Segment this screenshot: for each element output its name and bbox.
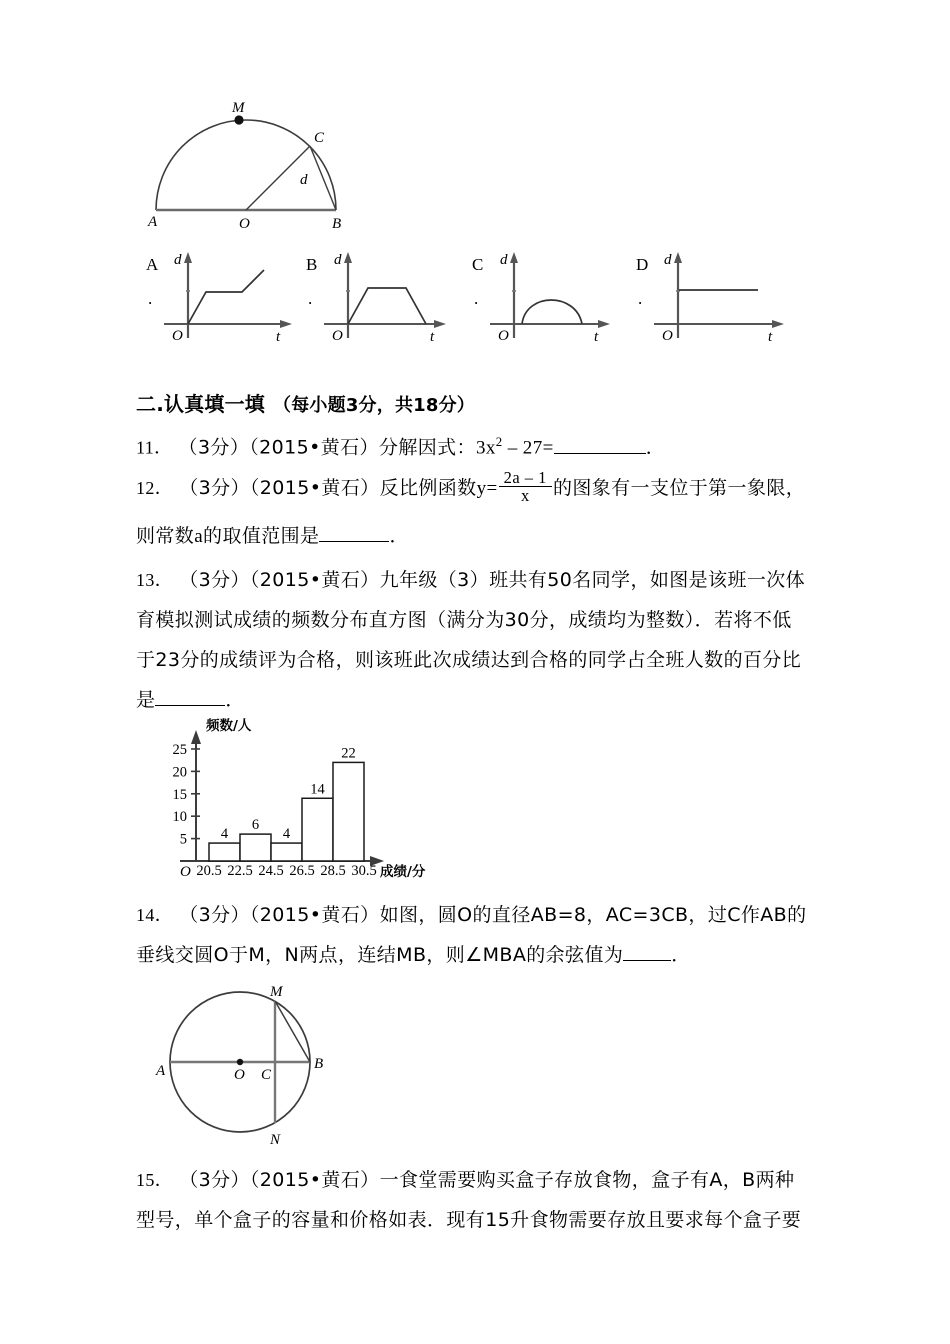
option-d-graph [636,248,796,348]
q12-period: ． [389,525,409,547]
q13-text-line1: 九年级（3）班共有50名同学，如图是该班一次体 [379,569,806,591]
question-14-line1 [136,895,807,936]
question-13-line2 [136,600,792,641]
q15-text-line1: 一食堂需要购买盒子存放食物，盒子有A，B两种 [379,1169,795,1191]
histogram-xtick-24.5: 24.5 [258,863,284,879]
option-c-y-label: d [500,252,508,268]
q12-fraction [499,469,552,505]
q11-points: （3分） [178,436,250,459]
q11-expr-a: 3x [475,437,496,459]
question-14-line2 [136,935,691,976]
q12-line2-prefix: 则常数 [136,525,195,547]
histogram-xlabel: 成绩/分 [380,864,426,880]
question-11 [136,422,665,469]
q13-period: ． [225,689,245,711]
question-12-line1 [136,468,805,509]
histogram-ytick-15: 15 [172,786,187,803]
q11-expr-b: – 27= [502,437,554,459]
q13-source: （2015•黄石） [249,569,380,591]
section-scoring-total: 18 [413,395,439,416]
histogram-bar [302,798,333,861]
section-title: 认真填一填 [164,392,265,416]
option-c-graph [472,248,632,348]
q14-text-line2: 垂线交圆O于M，N两点，连结MB，则∠MBA的余弦值为 [136,944,624,966]
q15-points: （3分） [179,1169,250,1191]
q12-fraction-numerator: 2a – 1 [503,467,547,487]
option-c-dot: . [474,289,479,308]
q13-text-line2: 育模拟测试成绩的频数分布直方图（满分为30分，成绩均为整数）．若将不低 [136,609,792,631]
q12-answer-blank[interactable] [319,541,389,542]
circle-label-b: B [314,1056,324,1072]
label-m: M [232,100,245,116]
frequency-histogram [140,706,440,880]
histogram-xtick-22.5: 22.5 [227,863,253,879]
circle-label-c: C [261,1067,272,1083]
option-b-graph [306,248,466,348]
q14-period: ． [671,944,691,966]
histogram-xtick-28.5: 28.5 [320,863,346,879]
question-13-line1 [136,560,805,601]
q12-points: （3分） [179,477,250,499]
label-b: B [332,216,342,232]
q15-source: （2015•黄石） [249,1169,380,1191]
question-15-line1 [136,1160,794,1201]
q11-period: ． [645,436,666,459]
histogram-ytick-25: 25 [172,741,187,758]
figure-semicircle-q10 [140,98,360,238]
q13-number: 13． [136,570,174,590]
circle-label-a: A [156,1063,166,1079]
histogram-origin-label: O [180,864,191,880]
histogram-ytick-5: 5 [179,831,187,848]
q11-number: 11． [136,437,173,458]
q11-exponent: 2 [495,435,503,449]
histogram-xtick-30.5: 30.5 [351,863,377,879]
option-d-key: D [636,255,649,274]
option-d-dot: . [638,289,643,308]
option-b-key: B [306,255,318,274]
section-number: 二. [136,392,164,416]
q11-answer-blank[interactable] [554,453,646,454]
label-o: O [239,216,250,232]
q14-points: （3分） [179,904,250,926]
histogram-bar-label: 4 [220,826,229,843]
q13-line4-prefix: 是 [136,689,156,711]
histogram-ytick-10: 10 [172,809,187,826]
option-a-key: A [146,255,159,274]
histogram-ytick-20: 20 [172,764,187,781]
histogram-bars [209,745,364,861]
option-d-origin: O [662,328,673,344]
histogram-x-ticks [196,863,376,879]
q15-number: 15． [136,1170,174,1190]
option-b-dot: . [308,289,313,308]
option-b-y-label: d [334,252,342,268]
option-c-key: C [472,255,484,274]
option-a-graph [146,248,306,348]
q12-after-fraction: 的图象有一支位于第一象限， [552,477,806,499]
option-c-x-label: t [594,329,599,345]
q12-equation-lhs: y= [476,478,498,499]
histogram-xtick-20.5: 20.5 [196,863,222,879]
q14-text-line1: 如图，圆O的直径AB=8，AC=3CB，过C作AB的 [379,904,807,926]
histogram-bar [240,834,271,861]
histogram-bar-label: 4 [282,826,291,843]
circle-label-n: N [270,1132,281,1148]
option-d-y-label: d [664,252,672,268]
question-13-line3 [136,640,801,681]
section-scoring-close: 分） [438,395,476,416]
histogram-bar-label: 22 [341,745,356,762]
option-b-x-label: t [430,329,435,345]
q12-lead: 反比例函数 [379,477,477,499]
option-a-dot: . [148,289,153,308]
q11-source: （2015•黄石） [249,436,379,459]
option-d-x-label: t [768,329,773,345]
q13-text-line3: 于23分的成绩评为合格，则该班此次成绩达到合格的同学占全班人数的百分比 [136,649,802,671]
q13-points: （3分） [179,569,250,591]
q12-source: （2015•黄石） [249,477,380,499]
histogram-bar [271,843,302,861]
q12-variable: a [194,526,204,547]
label-a: A [148,214,158,230]
figure-circle-q14 [134,978,354,1150]
q15-text-line2: 型号，单个盒子的容量和价格如表．现有15升食物需要存放且要求每个盒子要 [136,1209,802,1231]
histogram-bar-label: 6 [251,817,260,834]
histogram-xtick-26.5: 26.5 [289,863,315,879]
section-scoring-per: 3 [345,395,359,416]
option-b-origin: O [332,328,343,344]
q11-stem: 分解因式： [378,436,476,459]
section-scoring-open: （每小题 [273,395,346,416]
histogram-bar [209,843,240,861]
label-d: d [300,172,308,188]
option-a-y-label: d [174,252,182,268]
question-12-line2 [136,516,409,557]
q12-fraction-denominator: x [520,486,530,505]
option-a-origin: O [172,328,183,344]
q12-line2-suffix: 的取值范围是 [203,525,320,547]
q14-answer-blank[interactable] [623,960,671,961]
q14-source: （2015•黄石） [249,904,380,926]
q12-number: 12． [136,478,174,498]
option-c-origin: O [498,328,509,344]
question-15-line2 [136,1200,801,1241]
section-heading [136,388,475,417]
option-a-x-label: t [276,329,281,345]
circle-label-m: M [270,984,283,1000]
label-c: C [314,130,325,146]
histogram-bar [333,762,364,861]
histogram-ylabel: 频数/人 [206,718,252,734]
q14-number: 14． [136,905,174,925]
section-scoring-mid: 分，共 [358,395,414,416]
histogram-bar-label: 14 [310,781,325,798]
circle-label-o: O [234,1067,245,1083]
